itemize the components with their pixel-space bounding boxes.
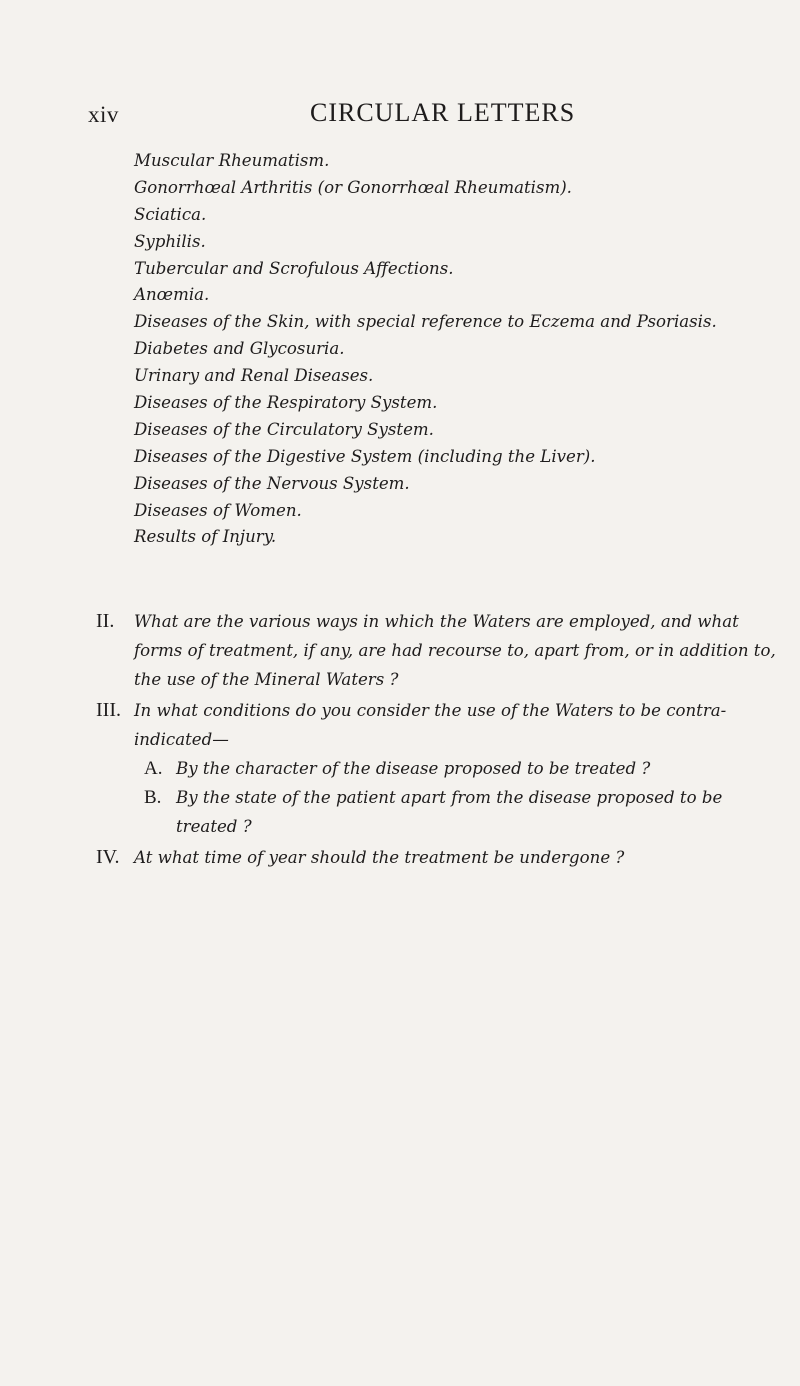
disease-item: Diseases of the Nervous System. — [134, 473, 410, 493]
disease-item: Urinary and Renal Diseases. — [134, 366, 374, 386]
disease-item: Diabetes and Glycosuria. — [134, 339, 345, 359]
disease-item: Results of Injury. — [134, 527, 277, 547]
sub-question-letter: B. — [144, 787, 162, 808]
question-3 — [96, 696, 786, 841]
sub-question-list — [144, 754, 786, 841]
question-number: II. — [96, 610, 115, 632]
sub-question-letter: A. — [144, 758, 163, 779]
question-text: In what conditions do you consider the use of the Waters to be contra-indicated— — [134, 701, 727, 749]
page-number: xiv — [88, 102, 119, 127]
sub-question-a — [144, 754, 786, 783]
page-header-title: CIRCULAR LETTERS — [310, 98, 576, 127]
question-text: What are the various ways in which the Waters are employed, and what forms of treatment, if any, are had recourse to, apart from, or in addition to, the use of the Mineral Waters ? — [134, 612, 776, 689]
disease-list — [134, 148, 774, 551]
questions-section — [96, 607, 786, 872]
disease-item: Diseases of Women. — [134, 500, 302, 520]
disease-item: Diseases of the Circulatory System. — [134, 419, 434, 439]
question-number: IV. — [96, 846, 120, 868]
question-text: At what time of year should the treatment be undergone ? — [134, 848, 625, 867]
disease-item: Anœmia. — [134, 285, 210, 305]
sub-question-b — [144, 783, 786, 841]
disease-item: Gonorrhœal Arthritis (or Gonorrhœal Rheumatism). — [134, 177, 572, 197]
question-2 — [96, 607, 786, 694]
running-head — [0, 98, 800, 138]
question-4 — [96, 843, 786, 872]
disease-item: Sciatica. — [134, 204, 207, 224]
disease-item: Diseases of the Skin, with special reference to Eczema and Psoriasis. — [134, 312, 717, 332]
disease-item: Diseases of the Respiratory System. — [134, 393, 438, 413]
disease-item: Diseases of the Digestive System (including the Liver). — [134, 446, 596, 466]
sub-question-text: By the state of the patient apart from the disease proposed to be treated ? — [176, 788, 723, 836]
sub-question-text: By the character of the disease proposed to be treated ? — [176, 759, 651, 778]
disease-item: Syphilis. — [134, 231, 206, 251]
disease-item: Muscular Rheumatism. — [134, 151, 330, 170]
question-number: III. — [96, 699, 121, 721]
disease-item: Tubercular and Scrofulous Affections. — [134, 258, 454, 278]
